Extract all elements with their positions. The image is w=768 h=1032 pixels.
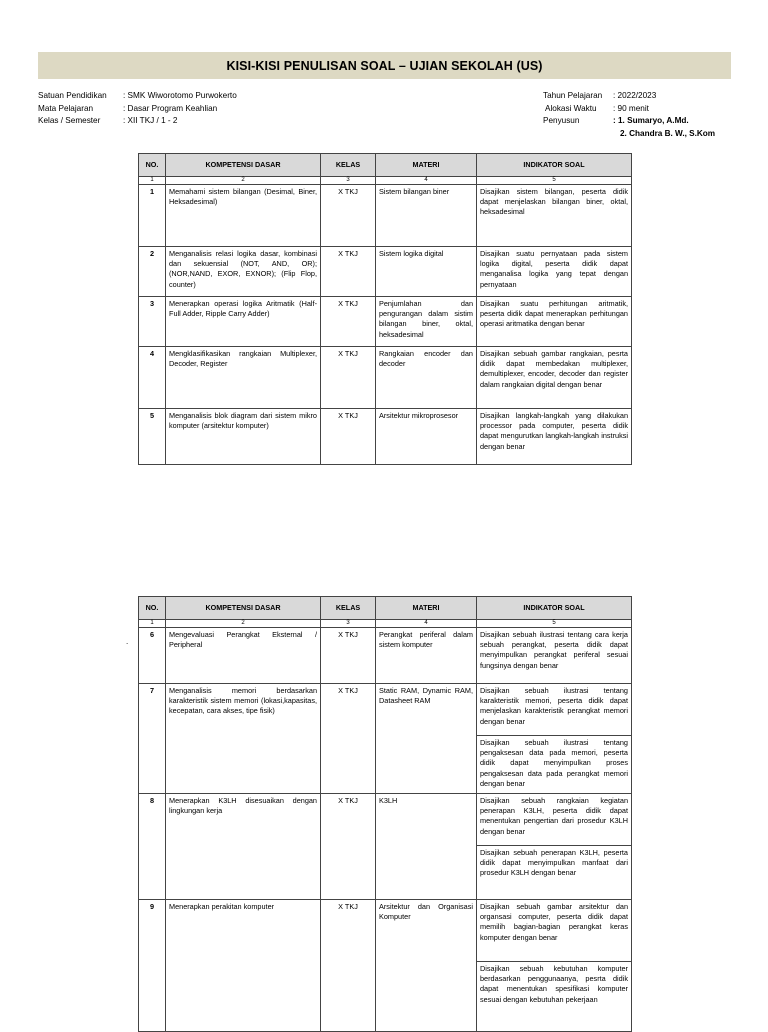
materi-cell: K3LH [376, 794, 477, 900]
kelas-cell: X TKJ [321, 297, 376, 347]
kompetensi-dasar-cell: Menerapkan K3LH disesuaikan dengan lingkungan kerja [166, 794, 321, 900]
indikator-soal-cell: Disajikan sebuah ilustrasi tentang karakteristik memori, peserta didik dapat menjelaskan karakteristik perangkat memori dengan benar [477, 684, 632, 736]
indikator-soal-cell: Disajikan sebuah gambar rangkaian, pesrta didik dapat membedakan multiplexer, demultiplexer, encoder, decoder dan register dalam rangkaian digital dengan benar [477, 347, 632, 409]
kelas-cell: X TKJ [321, 347, 376, 409]
column-number: 3 [321, 177, 376, 185]
materi-cell: Rangkaian encoder dan decoder [376, 347, 477, 409]
header-materi: MATERI [376, 597, 477, 620]
row-number: 7 [139, 684, 166, 794]
indikator-soal-cell: Disajikan sistem bilangan, peserta didik dapat menjelaskan bilangan biner, oktal, heksadesimal [477, 185, 632, 247]
meta-value: : XII TKJ / 1 - 2 [123, 116, 178, 126]
column-number: 4 [376, 620, 477, 628]
header-indikator-soal: INDIKATOR SOAL [477, 597, 632, 620]
meta-value: : 90 menit [613, 103, 649, 113]
meta-row-tahun-pelajaran [543, 90, 715, 103]
table-row [139, 684, 632, 736]
materi-cell: Static RAM, Dynamic RAM, Datasheet RAM [376, 684, 477, 794]
kompetensi-dasar-cell: Mengevaluasi Perangkat Eksternal / Peripheral [166, 628, 321, 684]
materi-cell: Arsitektur mikroprosesor [376, 409, 477, 465]
meta-value: 2. Chandra B. W., S.Kom [620, 128, 716, 138]
materi-cell: Arsitektur dan Organisasi Komputer [376, 900, 477, 1032]
meta-row-alokasi-waktu [543, 103, 715, 116]
meta-row-satuan-pendidikan [38, 90, 237, 103]
column-number-row [139, 177, 632, 185]
meta-value: : SMK Wiworotomo Purwokerto [123, 91, 237, 100]
table-row [139, 247, 632, 297]
row-number: 2 [139, 247, 166, 297]
kelas-cell: X TKJ [321, 684, 376, 794]
kelas-cell: X TKJ [321, 409, 376, 465]
indikator-soal-cell: Disajikan sebuah ilustrasi tentang pengaksesan data pada memori, peserta didik dapat menyimpulkan proses pengaksesan data pada perangkat memori dengan benar [477, 736, 632, 794]
meta-label: Mata Pelajaran [38, 103, 94, 113]
kompetensi-dasar-cell: Mengklasifikasikan rangkaian Multiplexer, Decoder, Register [166, 347, 321, 409]
kelas-cell: X TKJ [321, 628, 376, 684]
indikator-soal-cell: Disajikan sebuah rangkaian kegiatan penerapan K3LH, peserta didik dapat menentukan pengertian dari prosedur K3LH dengan benar [477, 794, 632, 846]
kelas-cell: X TKJ [321, 185, 376, 247]
meta-row-kelas-semester [38, 115, 237, 128]
row-number: 1 [139, 185, 166, 247]
header-kompetensi-dasar: KOMPETENSI DASAR [166, 597, 321, 620]
column-number: 2 [166, 177, 321, 185]
table-header-row [139, 597, 632, 620]
row-number: 8 [139, 794, 166, 900]
meta-label: Penyusun [543, 116, 580, 126]
header-kelas: KELAS [321, 154, 376, 177]
table-body-2 [139, 628, 632, 1032]
indikator-soal-cell: Disajikan suatu perhitungan aritmatik, peserta didik dapat menerapkan perhitungan operasi aritmatika dengan benar [477, 297, 632, 347]
meta-value: : Dasar Program Keahlian [123, 103, 218, 113]
column-number: 4 [376, 177, 477, 185]
indikator-soal-cell: Disajikan suatu pernyataan pada sistem logika digital, peserta didik dapat menganalisa logika yang tepat dengan pernyataan [477, 247, 632, 297]
row-number: 9 [139, 900, 166, 1032]
kompetensi-dasar-cell: Menerapkan perakitan komputer [166, 900, 321, 1032]
meta-label: Alokasi Waktu [545, 103, 597, 113]
materi-cell: Sistem logika digital [376, 247, 477, 297]
column-number: 1 [139, 620, 166, 628]
kompetensi-dasar-cell: Menerapkan operasi logika Aritmatik (Half-Full Adder, Ripple Carry Adder) [166, 297, 321, 347]
header-materi: MATERI [376, 154, 477, 177]
column-number-row [139, 620, 632, 628]
meta-label: Tahun Pelajaran [543, 91, 603, 100]
indikator-soal-cell: Disajikan langkah-langkah yang dilakukan processor pada computer, peserta didik dapat mengurutkan langkah-langkah instruksi dengan benar [477, 409, 632, 465]
kelas-cell: X TKJ [321, 794, 376, 900]
header-no: NO. [139, 154, 166, 177]
table-row [139, 628, 632, 684]
materi-cell: Penjumlahan dan pengurangan dalam sistim bilangan biner, oktal, heksadesimal [376, 297, 477, 347]
materi-cell: Sistem bilangan biner [376, 185, 477, 247]
document-title-bar [38, 52, 731, 79]
header-no: NO. [139, 597, 166, 620]
table-header-row [139, 154, 632, 177]
table-row [139, 185, 632, 247]
meta-label: Satuan Pendidikan [38, 91, 107, 100]
table-row [139, 297, 632, 347]
column-number: 5 [477, 620, 632, 628]
meta-row-penyusun [543, 115, 715, 128]
column-number: 2 [166, 620, 321, 628]
meta-left [38, 90, 237, 128]
document-title: KISI-KISI PENULISAN SOAL – UJIAN SEKOLAH (US) [226, 58, 543, 73]
row-number: 4 [139, 347, 166, 409]
column-number: 1 [139, 177, 166, 185]
table-row [139, 409, 632, 465]
meta-label: Kelas / Semester [38, 116, 101, 126]
stray-mark: . [126, 637, 129, 646]
kisi-table-1 [138, 153, 632, 465]
kelas-cell: X TKJ [321, 247, 376, 297]
row-number: 6 [139, 628, 166, 684]
column-number: 3 [321, 620, 376, 628]
table-row [139, 900, 632, 962]
indikator-soal-cell: Disajikan sebuah kebutuhan komputer berdasarkan penggunaanya, pesrta didik dapat menentukan spesifikasi komputer sesuai dengan kebutuhan pekerjaan [477, 962, 632, 1032]
table-body-1 [139, 185, 632, 465]
kompetensi-dasar-cell: Menganalisis blok diagram dari sistem mikro komputer (arsitektur komputer) [166, 409, 321, 465]
table-row [139, 347, 632, 409]
kelas-cell: X TKJ [321, 900, 376, 1032]
row-number: 5 [139, 409, 166, 465]
kompetensi-dasar-cell: Menganalisis relasi logika dasar, kombinasi dan sekuensial (NOT, AND, OR); (NOR,NAND, EXOR, EXNOR); (Flip Flop, counter) [166, 247, 321, 297]
kompetensi-dasar-cell: Memahami sistem bilangan (Desimal, Biner, Heksadesimal) [166, 185, 321, 247]
column-number: 5 [477, 177, 632, 185]
meta-label [543, 128, 620, 141]
table-row [139, 794, 632, 846]
indikator-soal-cell: Disajikan sebuah penerapan K3LH, peserta didik dapat menyimpulkan manfaat dari prosedur K3LH dengan benar [477, 846, 632, 900]
indikator-soal-cell: Disajikan sebuah gambar arsitektur dan organsasi computer, peserta didik dapat memilih bagian-bagian perangkat keras komputer dengan benar [477, 900, 632, 962]
kisi-table-2 [138, 596, 632, 1032]
meta-row-mata-pelajaran [38, 103, 237, 116]
meta-row-penyusun-2 [543, 128, 715, 141]
indikator-soal-cell: Disajikan sebuah ilustrasi tentang cara kerja sebuah perangkat, peserta didik dapat menyimpulkan perangkat periferal sesuai fungsinya dengan benar [477, 628, 632, 684]
materi-cell: Perangkat periferal dalam sistem komputer [376, 628, 477, 684]
meta-right [543, 90, 715, 140]
header-indikator-soal: INDIKATOR SOAL [477, 154, 632, 177]
kompetensi-dasar-cell: Menganalisis memori berdasarkan karakteristik sistem memori (lokasi,kapasitas, kecepatan, cara akses, tipe fisik) [166, 684, 321, 794]
header-kelas: KELAS [321, 597, 376, 620]
meta-value: : 2022/2023 [613, 91, 657, 100]
row-number: 3 [139, 297, 166, 347]
header-kompetensi-dasar: KOMPETENSI DASAR [166, 154, 321, 177]
meta-value: : 1. Sumaryo, A.Md. [613, 116, 689, 126]
